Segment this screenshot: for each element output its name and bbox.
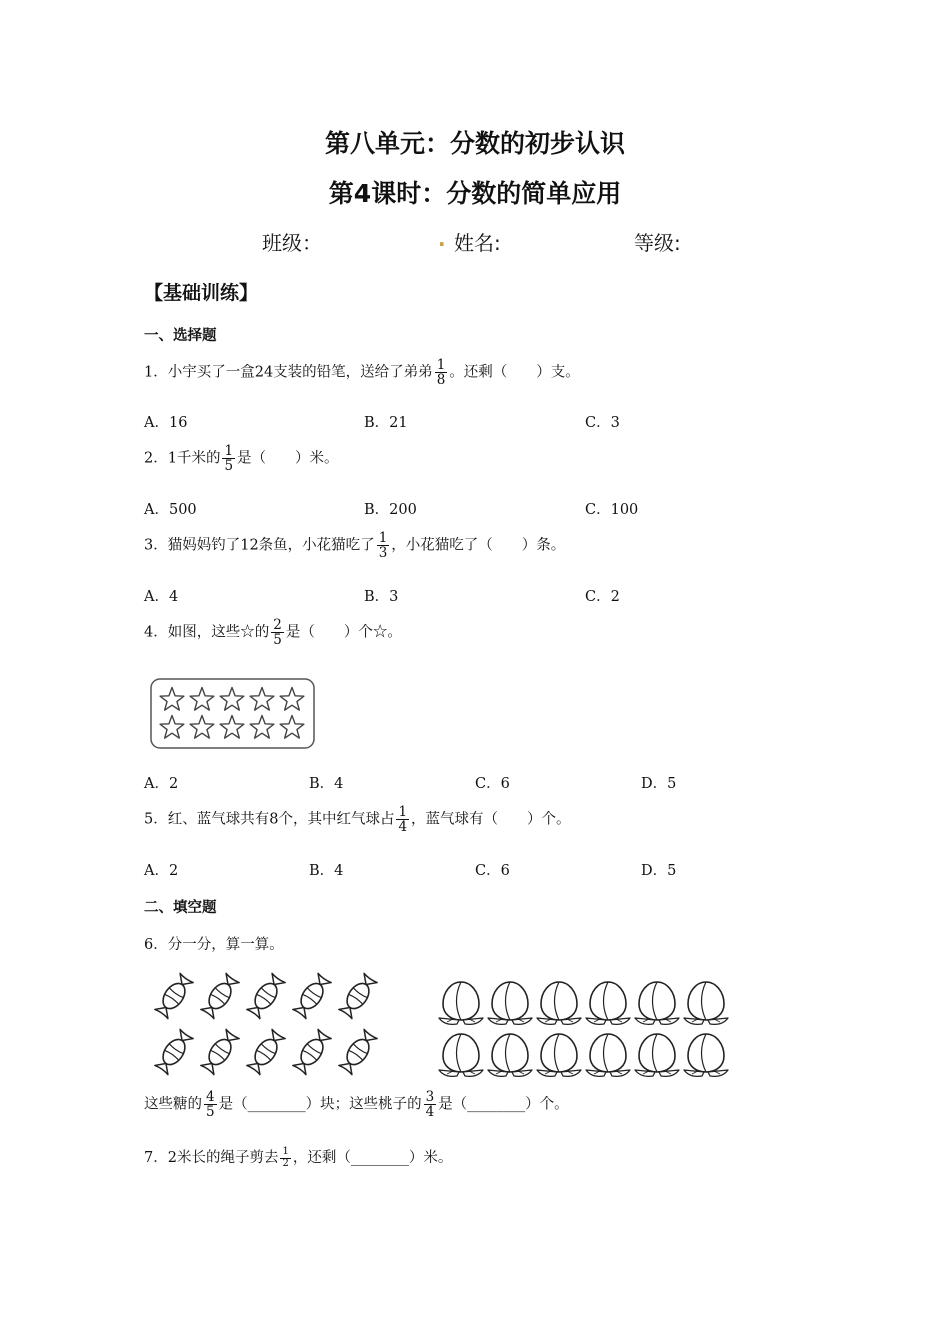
q5-option-a[interactable]: A．2 (144, 863, 179, 879)
q6-fill-line (144, 1090, 569, 1119)
q7-text-post[interactable]: ，还剩（________）米。 (292, 1150, 453, 1166)
q4-text-post: 是（ ）个☆。 (285, 624, 402, 641)
peach-icon (537, 1034, 581, 1076)
peach-icon (684, 982, 728, 1024)
candies-figure (148, 968, 388, 1080)
q4-numerator: 2 (273, 617, 282, 633)
q3-option-a[interactable]: A．4 (144, 589, 179, 605)
star-icon (220, 716, 244, 739)
q3-text-post: ，小花猫吃了（ ）条。 (391, 537, 566, 554)
star-icon (250, 716, 274, 739)
q4-fraction (271, 618, 284, 647)
question-1 (144, 358, 580, 387)
q5-option-b[interactable]: B．4 (309, 863, 344, 879)
candy-icon (246, 973, 286, 1019)
q3-numerator: 1 (378, 530, 388, 546)
question-3 (144, 531, 565, 560)
peaches-figure (436, 976, 732, 1082)
q4-option-c[interactable]: C．6 (475, 776, 510, 792)
q1-option-a[interactable]: A．16 (144, 415, 188, 431)
q3-text-pre: 3．猫妈妈钓了12条鱼，小花猫吃了 (144, 537, 375, 554)
peach-icon (439, 1034, 483, 1076)
q2-text-post: 是（ ）米。 (237, 450, 339, 467)
q7-fraction (280, 1147, 290, 1169)
q5-text-pre: 5．红、蓝气球共有8个，其中红气球占 (144, 811, 395, 828)
q1-numerator: 1 (436, 357, 446, 373)
peach-icon (635, 982, 679, 1024)
candy-icon (154, 1029, 194, 1075)
question-4 (144, 618, 402, 647)
question-7 (144, 1146, 452, 1169)
q3-option-b[interactable]: B．3 (364, 589, 399, 605)
class-label: 班级： (262, 231, 322, 255)
separator-dot: . (438, 227, 446, 251)
star-icon (280, 688, 304, 711)
grade-label: 等级: (634, 231, 681, 255)
q7-numerator: 1 (282, 1146, 289, 1157)
peach-icon (439, 982, 483, 1024)
question-6: 6．分一分，算一算。 (144, 937, 284, 953)
star-icon (280, 716, 304, 739)
candy-icon (246, 1029, 286, 1075)
candy-icon (200, 973, 240, 1019)
star-icon (190, 688, 214, 711)
candy-icon (338, 1029, 378, 1075)
q2-option-a[interactable]: A．500 (144, 502, 197, 518)
star-icon (190, 716, 214, 739)
candy-icon (200, 1029, 240, 1075)
q1-text-post: 。还剩（ ）支。 (449, 364, 580, 381)
q2-text-pre: 2．1千米的 (144, 450, 221, 467)
candy-icon (292, 1029, 332, 1075)
q6-fraction-2 (424, 1090, 437, 1119)
star-icon (220, 688, 244, 711)
q1-option-c[interactable]: C．3 (585, 415, 620, 431)
peach-icon (586, 1034, 630, 1076)
q6-numerator-2: 3 (425, 1089, 435, 1105)
part2-title: 二、填空题 (144, 900, 217, 916)
star-icon (160, 688, 184, 711)
question-2 (144, 444, 339, 473)
q5-denominator: 4 (398, 819, 408, 836)
q5-text-post: ，蓝气球有（ ）个。 (411, 811, 571, 828)
q4-denominator: 5 (273, 632, 282, 649)
part1-title: 一、选择题 (144, 328, 217, 344)
q6-numerator-1: 4 (206, 1089, 215, 1105)
q5-option-c[interactable]: C．6 (475, 863, 510, 879)
question-5 (144, 805, 571, 834)
peach-icon (537, 982, 581, 1024)
peach-icon (488, 1034, 532, 1076)
q5-fraction (396, 805, 409, 834)
q4-text-pre: 4．如图，这些☆的 (144, 624, 270, 641)
q6-denominator-2: 4 (425, 1104, 435, 1121)
section-title: 【基础训练】 (144, 282, 259, 304)
q3-option-c[interactable]: C．2 (585, 589, 620, 605)
peach-icon (635, 1034, 679, 1076)
candy-icon (292, 973, 332, 1019)
q1-denominator: 8 (436, 372, 446, 389)
q6-fill-post[interactable]: 是（________）个。 (438, 1096, 569, 1113)
peach-icon (684, 1034, 728, 1076)
name-label: 姓名: (454, 231, 501, 255)
star-icon (250, 688, 274, 711)
q2-fraction (222, 444, 235, 473)
q4-option-b[interactable]: B．4 (309, 776, 344, 792)
q4-option-d[interactable]: D．5 (641, 776, 677, 792)
q7-denominator: 2 (282, 1157, 289, 1169)
q1-option-b[interactable]: B．21 (364, 415, 408, 431)
q6-fraction-1 (204, 1090, 217, 1119)
q2-numerator: 1 (224, 443, 234, 459)
q2-denominator: 5 (224, 458, 234, 475)
q5-numerator: 1 (398, 804, 408, 820)
q2-option-b[interactable]: B．200 (364, 502, 417, 518)
q6-denominator-1: 5 (206, 1104, 215, 1121)
peach-icon (586, 982, 630, 1024)
q7-text-pre: 7．2米长的绳子剪去 (144, 1150, 279, 1166)
q1-fraction (435, 358, 448, 387)
lesson-title: 第4课时：分数的简单应用 (328, 179, 622, 208)
q6-fill-mid[interactable]: 是（________）块；这些桃子的 (218, 1096, 422, 1113)
candy-icon (338, 973, 378, 1019)
star-icon (160, 716, 184, 739)
candy-icon (154, 973, 194, 1019)
q1-text-pre: 1．小宇买了一盒24支装的铅笔，送给了弟弟 (144, 364, 433, 381)
q2-option-c[interactable]: C．100 (585, 502, 639, 518)
q3-denominator: 3 (378, 545, 388, 562)
q6-fill-pre: 这些糖的 (144, 1096, 202, 1113)
q3-fraction (377, 531, 390, 560)
stars-figure (150, 678, 316, 750)
q4-option-a[interactable]: A．2 (144, 776, 179, 792)
peach-icon (488, 982, 532, 1024)
q5-option-d[interactable]: D．5 (641, 863, 677, 879)
unit-title: 第八单元：分数的初步认识 (324, 129, 625, 158)
